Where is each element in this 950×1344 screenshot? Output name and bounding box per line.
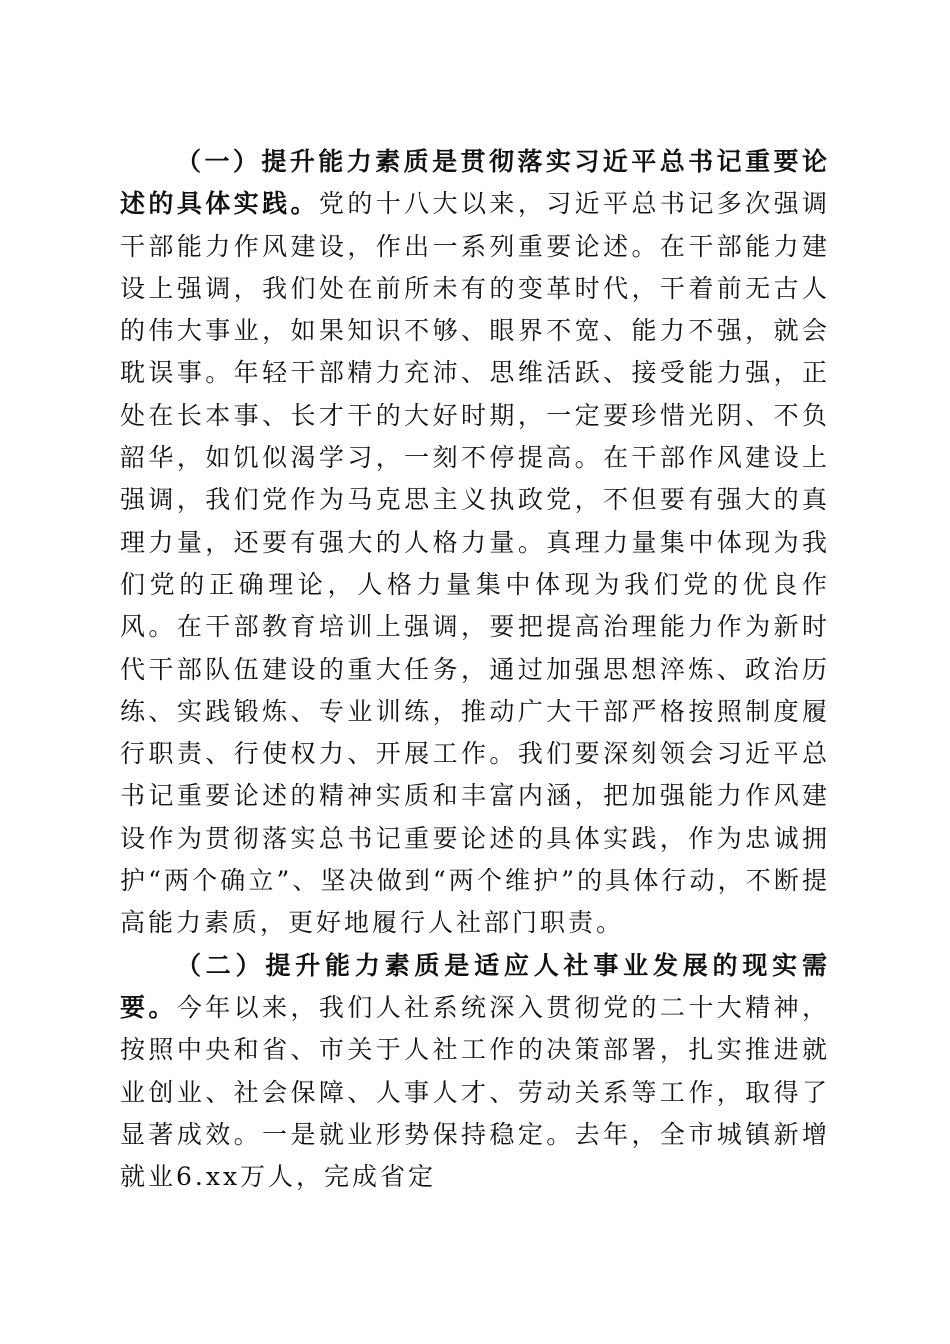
paragraph-2 [120,945,830,1199]
paragraph-1-body: 党的十八大以来，习近平总书记多次强调干部能力作风建设，作出一系列重要论述。在干部能力建设上强调，我们处在前所未有的变革时代，干着前无古人的伟大事业，如果知识不够、眼界不宽、能力不强，就会耽误事。年轻干部精力充沛、思维活跃、接受能力强，正处在长本事、长才干的大好时期，一定要珍惜光阴、不负韶华，如饥似渴学习，一刻不停提高。在干部作风建设上强调，我们党作为马克思主义执政党，不但要有强大的真理力量，还要有强大的人格力量。真理力量集中体现为我们党的正确理论，人格力量集中体现为我们党的优良作风。在干部教育培训上强调，要把提高治理能力作为新时代干部队伍建设的重大任务，通过加强思想淬炼、政治历练、实践锻炼、专业训练，推动广大干部严格按照制度履行职责、行使权力、开展工作。我们要深刻领会习近平总书记重要论述的精神实质和丰富内涵，把加强能力作风建设作为贯彻落实总书记重要论述的具体实践，作为忠诚拥护“两个确立”、坚决做到“两个维护”的具体行动，不断提高能力素质，更好地履行人社部门职责。 [120,189,830,938]
paragraph-1 [120,141,830,945]
paragraph-2-heading: （二）提升能力素质是适应人社事业发展的现实需要。 [120,950,830,1022]
paragraph-2-body: 今年以来，我们人社系统深入贯彻党的二十大精神，按照中央和省、市关于人社工作的决策部署，扎实推进就业创业、社会保障、人事人才、劳动关系等工作，取得了显著成效。一是就业形势保持稳定。去年，全市城镇新增就业6.xx万人，完成省定 [120,992,830,1192]
document-body [120,141,830,1198]
paragraph-1-heading: （一）提升能力素质是贯彻落实习近平总书记重要论述的具体实践。 [120,147,830,219]
